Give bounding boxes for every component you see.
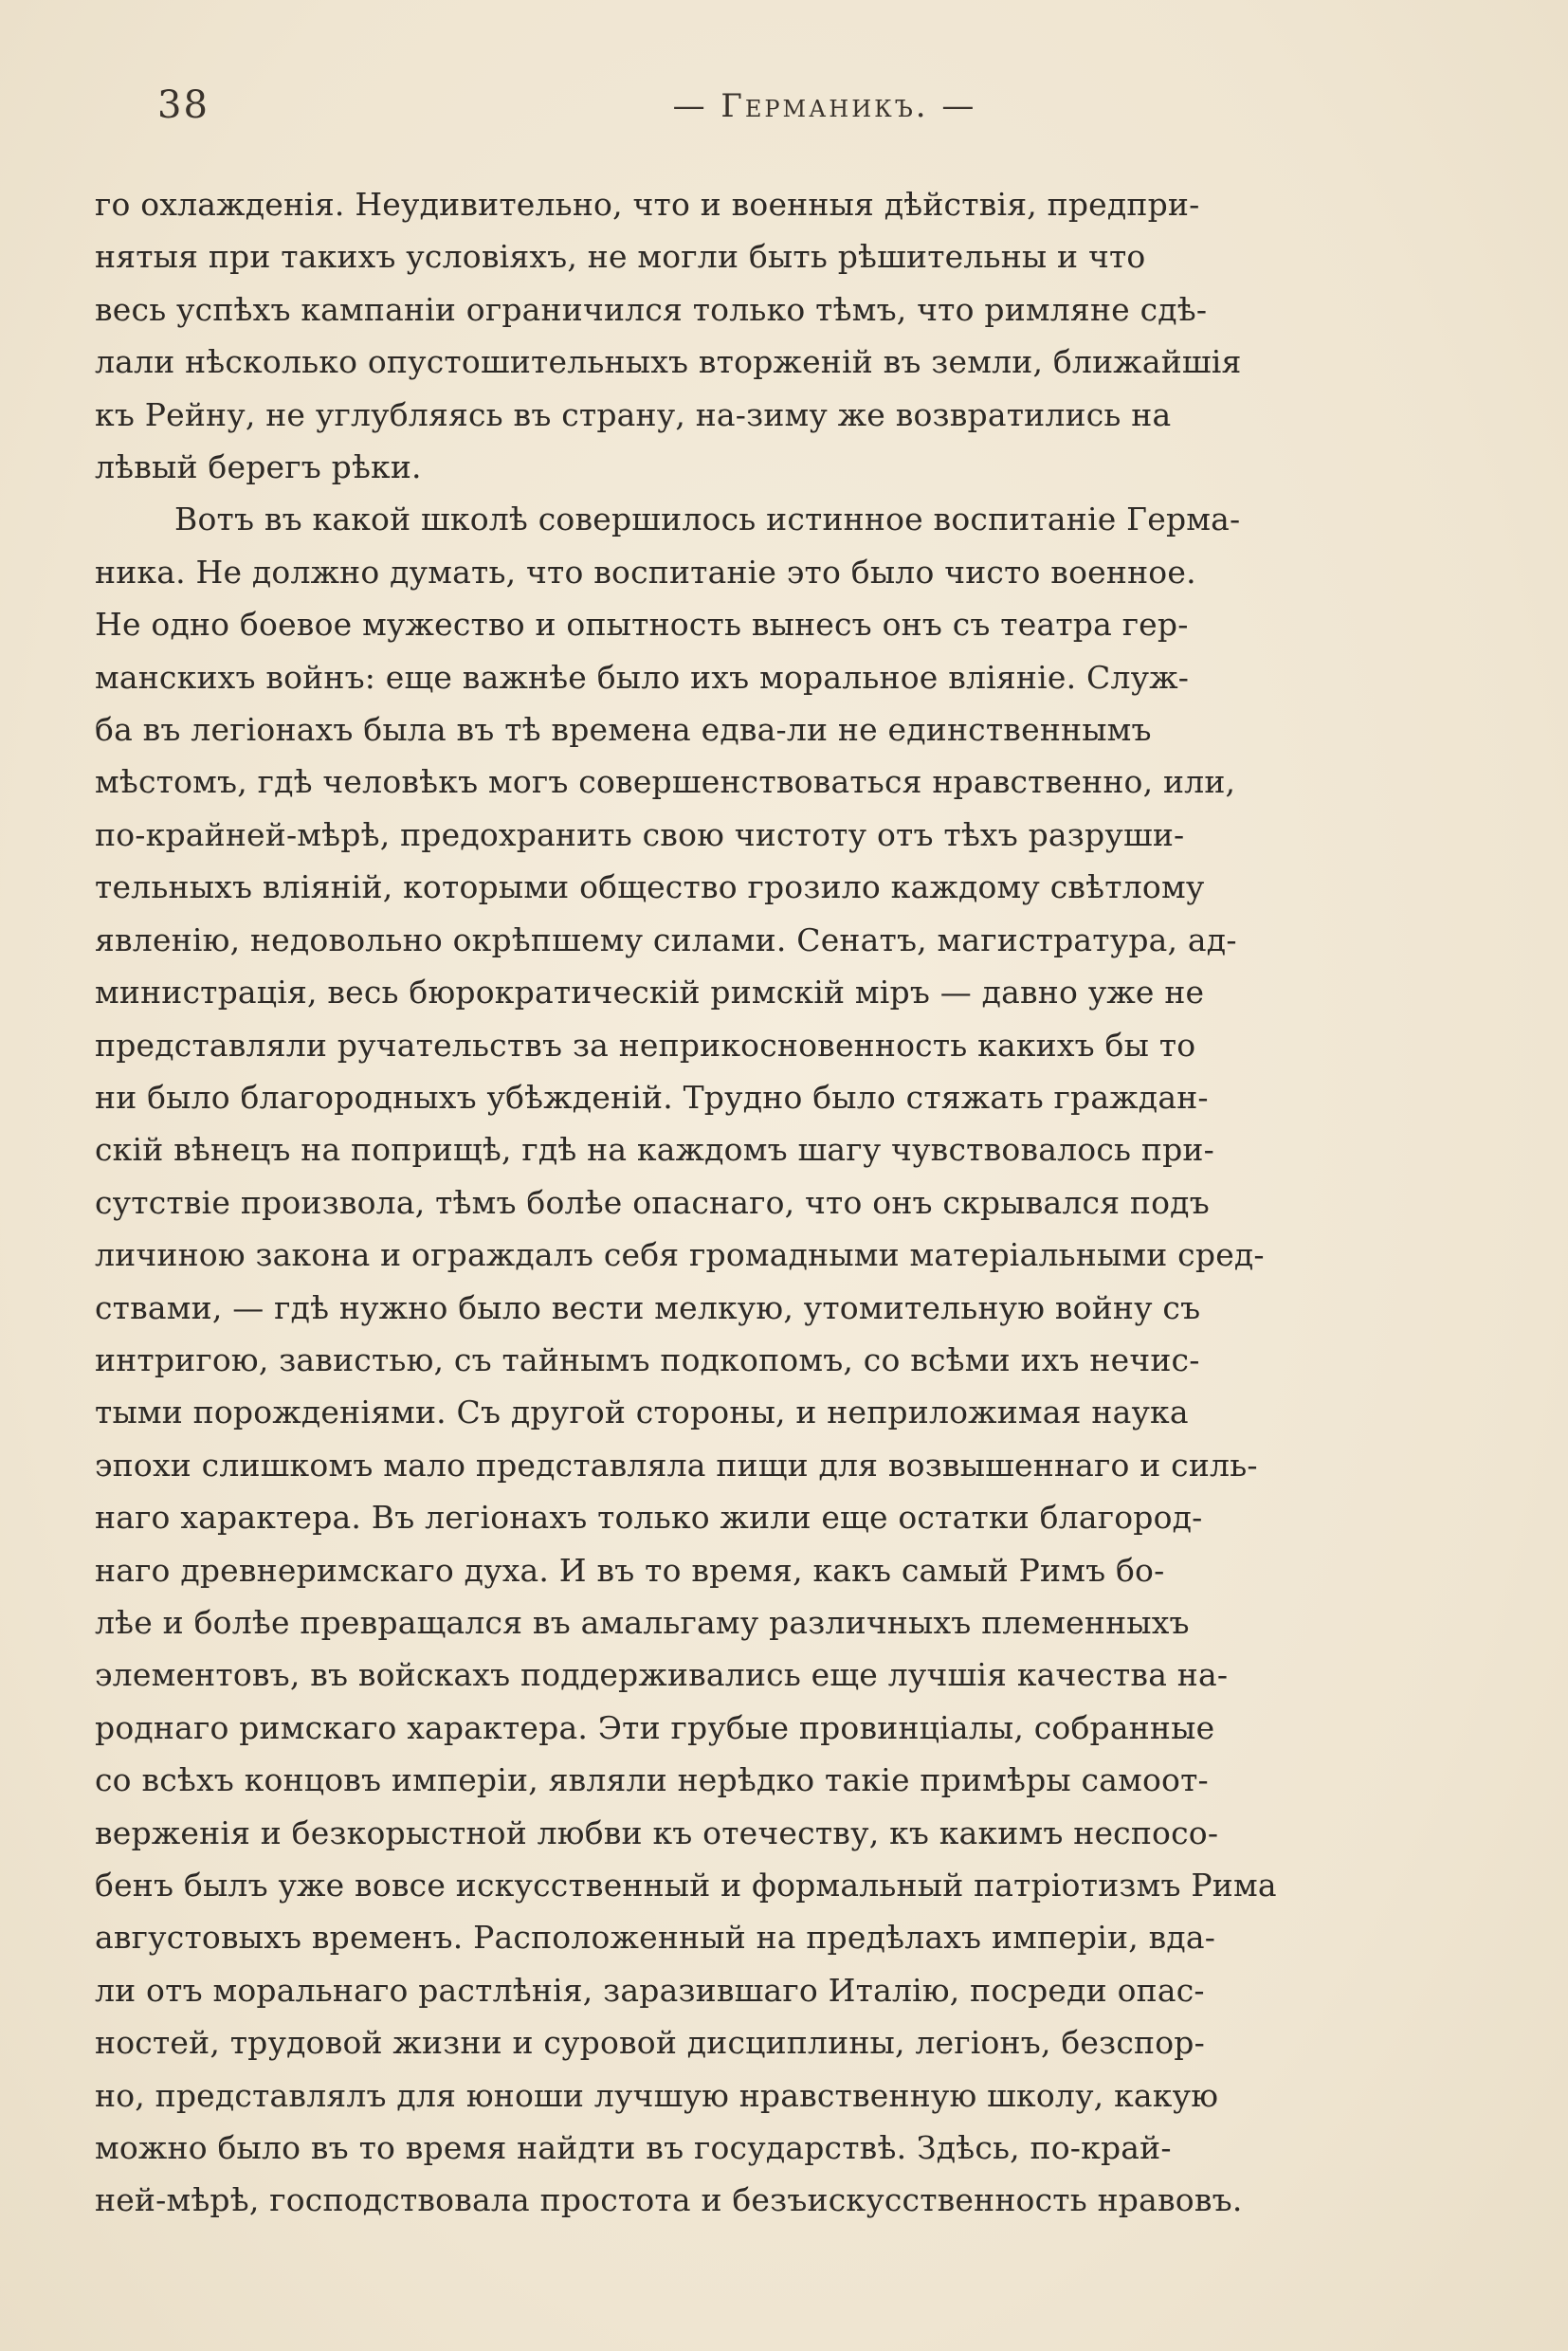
paragraph: го охлажденія. Неудивительно, что и военныя дѣйствія, предпри- нятыя при такихъ условіяхъ, не могли быть рѣшительны и что весь успѣхъ кампаніи ограничился только тѣмъ, что римляне сдѣ- лали нѣсколько опустошительныхъ вторженій въ земли, ближайшія къ Рейну, не углубляясь въ страну, на-зиму же возвратились на лѣвый берегъ рѣки.	[95, 186, 1242, 486]
running-title: — Германикъ. —	[672, 87, 977, 125]
page-number: 38	[157, 83, 210, 127]
paragraph: Вотъ въ какой школѣ совершилось истинное воспитаніе Герма- ника. Не должно думать, что воспитаніе это было чисто военное. Не одно боевое мужество и опытность вынесъ онъ съ театра гер- манскихъ войнъ: еще важнѣе было ихъ моральное вліяніе. Служ- ба въ легіонахъ была въ тѣ времена едва-ли не единственнымъ мѣстомъ, гдѣ человѣкъ могъ совершенствоваться нравственно, или, по-крайней-мѣрѣ, предохранить свою чистоту отъ тѣхъ разруши- тельныхъ вліяній, которыми общество грозило каждому свѣтлому явленію, недовольно окрѣпшему силами. Сенатъ, магистратура, ад- министрація, весь бюрократическій римскій міръ — давно уже не представляли ручательствъ за неприкосновенность какихъ бы то ни было благородныхъ убѣжденій. Трудно было стяжать граждан- скій вѣнецъ на поприщѣ, гдѣ на каждомъ шагу чувствовалось при- сутствіе произвола, тѣмъ болѣе опаснаго, что онъ скрывался подъ личиною закона и ограждалъ себя громадными матеріальными сред- ствами, — гдѣ нужно было вести мелкую, утомительную войну съ интригою, завистью, съ тайнымъ подкопомъ, со всѣми ихъ нечис- тыми порожденіями. Съ другой стороны, и неприложимая наука эпохи слишкомъ мало представляла пищи для возвышеннаго и силь- наго характера. Въ легіонахъ только жили еще остатки благород- наго древнеримскаго духа. И въ то время, какъ самый Римъ бо- лѣе и болѣе превращался въ амальгаму различныхъ племенныхъ элементовъ, въ войскахъ поддерживались еще лучшія качества на- роднаго римскаго характера. Эти грубые провинціалы, собранные со всѣхъ концовъ имперіи, являли нерѣдко такіе примѣры самоот- верженія и безкорыстной любви къ отечеству, къ какимъ неспосо- бенъ былъ уже вовсе искусственный и формальный патріотизмъ Рима августовыхъ временъ. Расположенный на предѣлахъ имперіи, вда- ли отъ моральнаго растлѣнія, заразившаго Италію, посреди опас- ностей, трудовой жизни и суровой дисциплины, легіонъ, безспор- но, представлялъ для юноши лучшую нравственную школу, какую можно было въ то время найдти въ государствѣ. Здѣсь, по-край- ней-мѣрѣ, господствовала простота и безъискусственность нравовъ.	[95, 501, 1277, 2219]
body-text	[95, 178, 1492, 2227]
running-header	[152, 83, 1498, 140]
